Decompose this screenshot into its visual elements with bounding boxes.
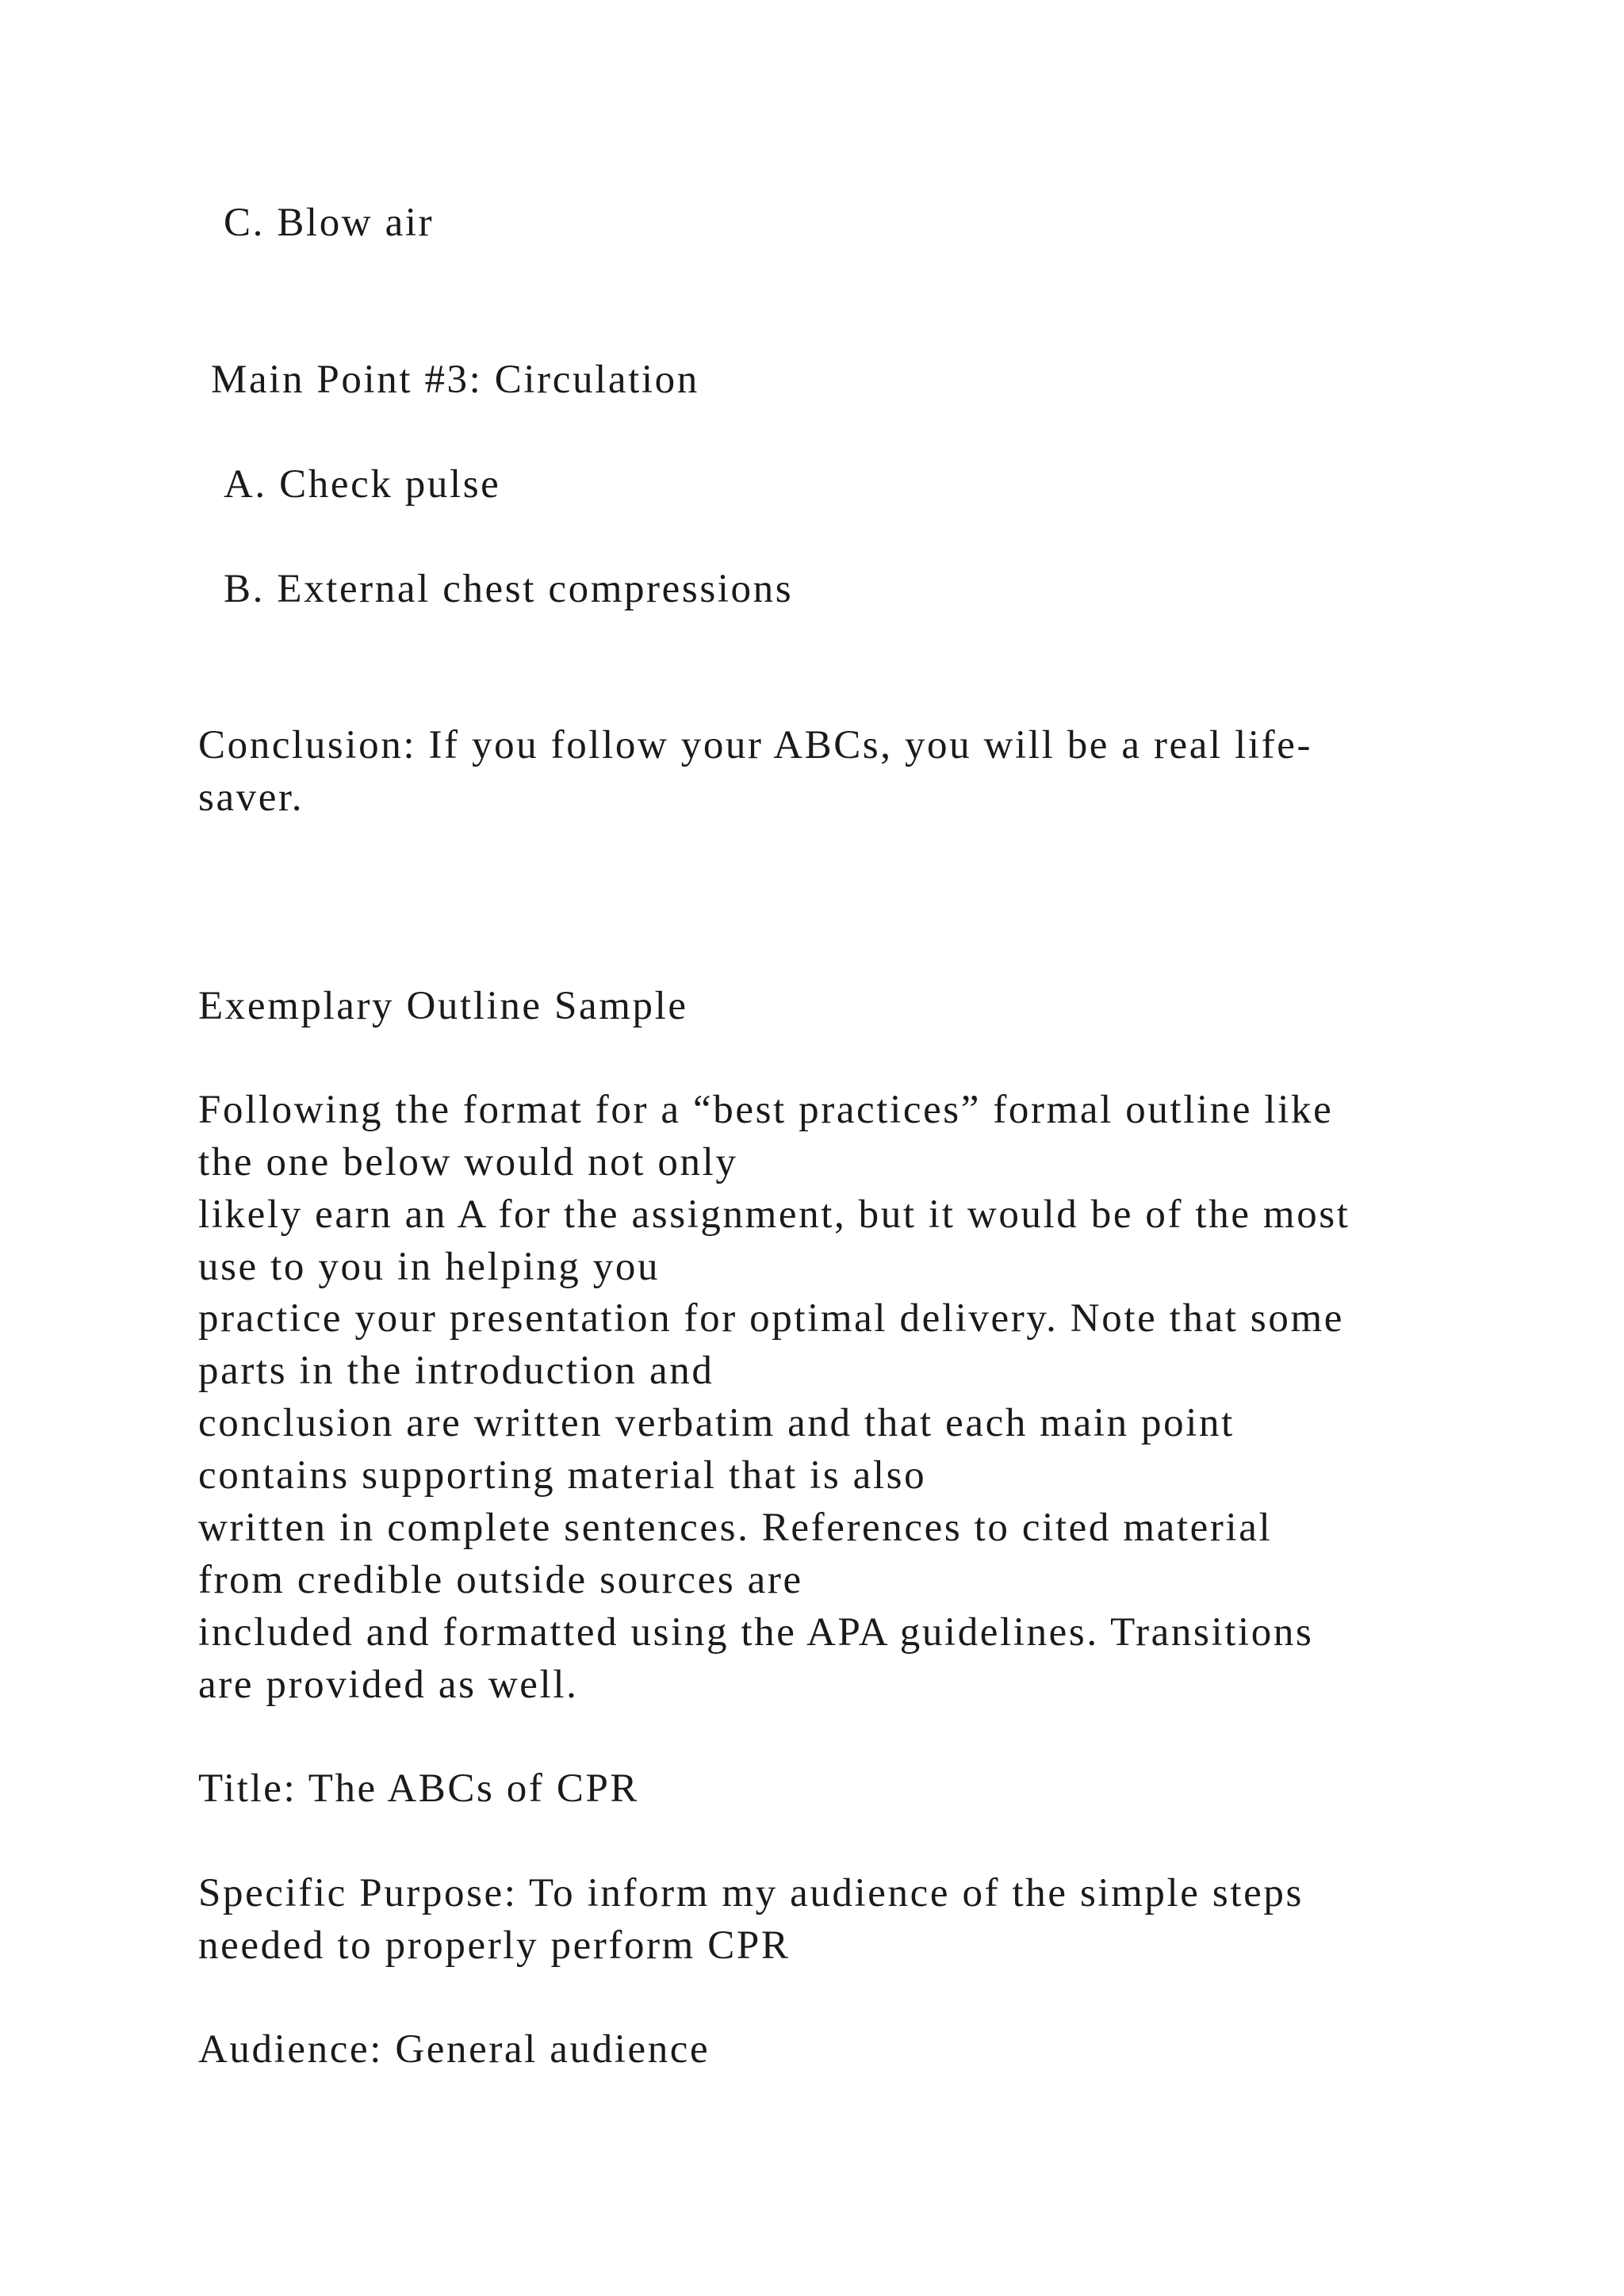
paragraph-line: Following the format for a “best practices” formal outline like xyxy=(198,1088,1334,1132)
paragraph-line: use to you in helping you xyxy=(198,1245,661,1289)
outline-item-chest-compressions: B. External chest compressions xyxy=(224,567,794,611)
paragraph-line: conclusion are written verbatim and that each main point xyxy=(198,1401,1235,1445)
paragraph-line: from credible outside sources are xyxy=(198,1558,803,1602)
paragraph-line: likely earn an A for the assignment, but it would be of the most xyxy=(198,1192,1350,1237)
paragraph-line: are provided as well. xyxy=(198,1663,579,1707)
specific-purpose-line: needed to properly perform CPR xyxy=(198,1923,791,1968)
section-heading: Exemplary Outline Sample xyxy=(198,984,688,1028)
paragraph-line: included and formatted using the APA guidelines. Transitions xyxy=(198,1610,1314,1655)
paragraph-line: written in complete sentences. References to cited material xyxy=(198,1506,1273,1550)
paragraph-line: practice your presentation for optimal delivery. Note that some xyxy=(198,1296,1344,1341)
audience-line: Audience: General audience xyxy=(198,2027,710,2072)
outline-title: Title: The ABCs of CPR xyxy=(198,1766,640,1811)
conclusion-line: Conclusion: If you follow your ABCs, you will be a real life- xyxy=(198,723,1313,767)
paragraph-line: contains supporting material that is also xyxy=(198,1453,927,1498)
main-point-3-heading: Main Point #3: Circulation xyxy=(211,358,699,402)
conclusion-line: saver. xyxy=(198,775,304,820)
outline-item-blow-air: C. Blow air xyxy=(224,201,435,245)
paragraph-line: the one below would not only xyxy=(198,1140,738,1184)
outline-item-check-pulse: A. Check pulse xyxy=(224,462,501,507)
paragraph-line: parts in the introduction and xyxy=(198,1349,714,1393)
specific-purpose-line: Specific Purpose: To inform my audience of the simple steps xyxy=(198,1871,1304,1915)
